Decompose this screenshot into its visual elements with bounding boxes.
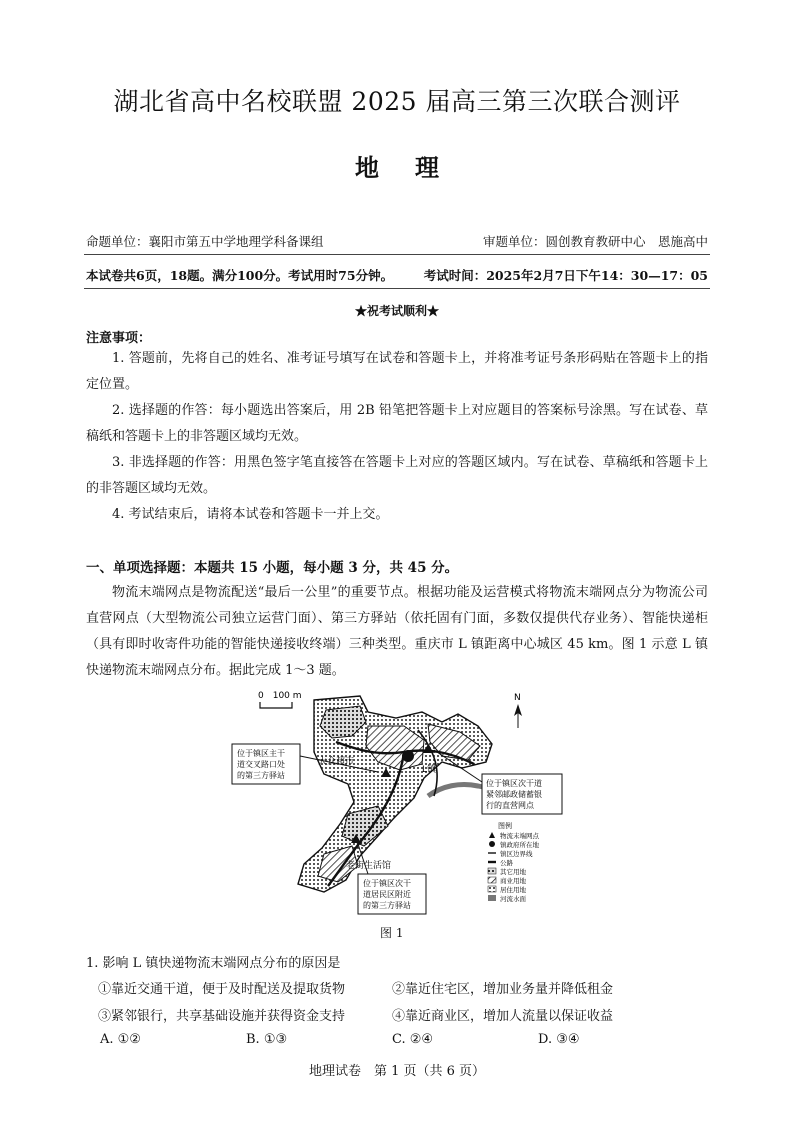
statement: ①靠近交通干道，便于及时配送及提取货物	[98, 982, 346, 997]
section-heading: 一、单项选择题：本题共 15 小题，每小题 3 分，共 45 分。	[86, 560, 459, 576]
legend-swatch	[488, 886, 496, 892]
legend-triangle-icon	[489, 832, 495, 838]
figure-caption: 图 1	[380, 926, 404, 940]
legend-title: 图例	[498, 822, 512, 830]
answer-option-c[interactable]: C. ②④	[392, 1032, 434, 1047]
legend-label: 其它用地	[500, 868, 526, 876]
legend-label: 居住用地	[500, 886, 526, 894]
statement: ②靠近住宅区，增加业务量并降低租金	[392, 982, 614, 997]
callout-text: 行的直营网点	[486, 801, 534, 810]
answer-option-d[interactable]: D. ③④	[538, 1032, 580, 1047]
legend-swatch	[488, 868, 496, 874]
callout-text: 道居民区附近	[363, 890, 411, 899]
exam-time: 考试时间：2025年2月7日下午14：30—17：05	[423, 268, 708, 283]
callout-text: 位于镇区次干	[363, 879, 411, 888]
town-map-figure	[228, 686, 568, 922]
north-label: N	[514, 693, 521, 703]
scale-label: 0 100 m	[258, 691, 302, 701]
answer-option-a[interactable]: A. ①②	[100, 1032, 141, 1047]
setter-info: 命题单位：襄阳市第五中学地理学科备课组	[86, 234, 324, 249]
town-government-marker	[402, 750, 414, 762]
place-label: 大众超市	[318, 757, 355, 767]
legend-label: 公路	[500, 859, 513, 867]
callout-text: 的第三方驿站	[237, 771, 285, 780]
statement: ③紧邻银行，共享基础设施并获得资金支持	[98, 1009, 346, 1024]
legend-label: 河流水面	[500, 895, 526, 903]
legend-label: 物流末端网点	[500, 832, 539, 840]
notes-heading: 注意事项：	[86, 331, 152, 346]
legend-label: 镇区边界线	[500, 850, 533, 858]
legend-label: 镇政府所在地	[500, 841, 539, 849]
answer-option-b[interactable]: B. ①③	[246, 1032, 288, 1047]
reviewer-info: 审题单位：圆创教育教研中心 恩施高中	[482, 234, 708, 249]
question-stem: 1. 影响 L 镇快递物流末端网点分布的原因是	[86, 956, 341, 971]
paper-info: 本试卷共6页，18题。满分100分。考试用时75分钟。	[86, 268, 394, 283]
scale-bar	[260, 702, 292, 708]
divider	[84, 288, 710, 289]
callout-text: 位于镇区主干	[237, 749, 285, 758]
subject-title: 地理	[355, 153, 475, 182]
callout-text: 紧邻邮政储蓄银	[486, 790, 542, 799]
legend-swatch	[488, 895, 496, 901]
place-label: L镇	[422, 765, 437, 775]
note-item: 2. 选择题的作答：每小题选出答案后，用 2B 铅笔把答题卡上对应题目的答案标号涂黑。写在试卷、草稿纸和答题卡上的非答题区域均无效。	[86, 403, 708, 444]
exam-title: 湖北省高中名校联盟 2025 届高三第三次联合测评	[113, 87, 681, 116]
note-item: 3. 非选择题的作答：用黑色签字笔直接答在答题卡上对应的答题区域内。写在试卷、草稿纸和答题卡上的非答题区域均无效。	[86, 455, 708, 496]
legend-label: 商业用地	[500, 877, 526, 885]
good-luck-banner: ★祝考试顺利★	[354, 304, 439, 318]
callout-text: 位于镇区次干道	[486, 779, 542, 788]
legend-swatch	[488, 877, 496, 883]
legend-circle-icon	[489, 841, 495, 847]
divider	[84, 254, 710, 255]
note-item: 1. 答题前，先将自己的姓名、准考证号填写在试卷和答题卡上，并将准考证号条形码贴在答题卡上的指定位置。	[86, 351, 708, 392]
callout-text: 道交叉路口处	[237, 760, 285, 769]
callout-text: 的第三方驿站	[363, 901, 411, 910]
note-item: 4. 考试结束后，请将本试卷和答题卡一并上交。	[112, 507, 389, 522]
reading-passage: 物流末端网点是物流配送“最后一公里”的重要节点。根据功能及运营模式将物流末端网点分为物流公司直营网点（大型物流公司独立运营门面）、第三方驿站（依托固有门面，多数仅提供代存业务）、智能快递柜（具有即时收寄件功能的智能快递接收终端）三种类型。重庆市 L 镇距离中心城区 45 km。图 1 示意 L 镇快递物流末端网点分布。据此完成 1～3 题。	[86, 585, 708, 678]
place-label: 老街生活馆	[346, 861, 392, 871]
page-footer: 地理试卷 第 1 页（共 6 页）	[308, 1064, 486, 1079]
statement: ④靠近商业区，增加人流量以保证收益	[392, 1009, 614, 1024]
